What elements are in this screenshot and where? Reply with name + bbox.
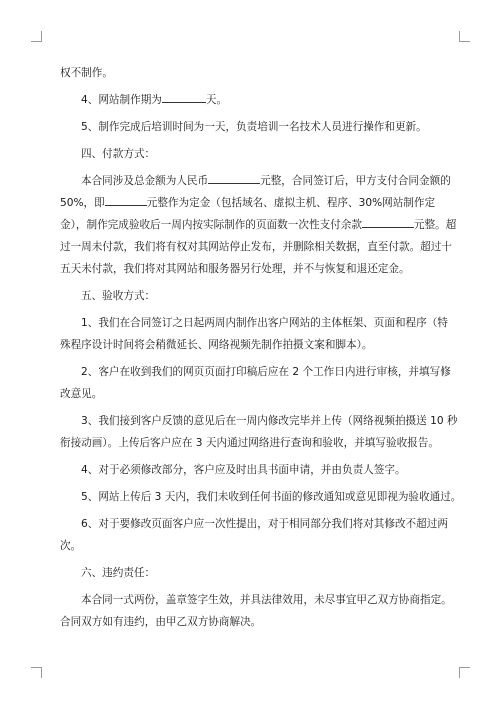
payment-text: 金），制作完成验收后一周内按实际制作的页面数一次性支付余款 — [60, 219, 362, 231]
acceptance-item-2-line-1: 2、客户在收到我们的网页页面打印稿后应在 2 个工作日内进行审核，并填写修 — [81, 366, 451, 378]
payment-line-5: 五天未付款，我们将对其网站和服务器另行处理，并不与恢复和退还定金。 — [60, 263, 410, 275]
clause-4-duration — [60, 89, 440, 111]
crop-mark-top-left — [31, 31, 42, 42]
payment-text: 50%，即 — [60, 197, 105, 209]
payment-line-4: 过一周未付款，我们将有权对其网站停止发布，并删除相关数据，直至付款。超过十 — [60, 241, 452, 253]
acceptance-item-1-line-2: 殊程序设计时间将会稍微延长、网络视频先制作拍摄文案和脚本）。 — [60, 339, 373, 351]
crop-mark-bottom-right — [459, 667, 470, 678]
document-body — [60, 62, 462, 633]
acceptance-item-1-line-1: 1、我们在合同签订之日起两周内制作出客户网站的主体框架、页面和程序（特 — [81, 317, 448, 329]
blank-days — [162, 92, 206, 103]
paragraph-continuation: 权不制作。 — [60, 67, 113, 79]
crop-mark-bottom-left — [31, 667, 42, 678]
payment-line-3 — [60, 214, 457, 236]
section-4-heading: 四、付款方式： — [81, 148, 156, 160]
payment-text: 本合同涉及总金额为人民币 — [81, 175, 209, 187]
payment-line-1 — [60, 170, 451, 192]
acceptance-item-5: 5、网站上传后 3 天内，我们未收到任何书面的修改通知或意见即视为验收通过。 — [81, 491, 462, 503]
acceptance-item-4: 4、对于必须修改部分，客户应及时出具书面申请，并由负责人签字。 — [81, 464, 406, 476]
payment-text: 元整，合同签订后，甲方支付合同金额的 — [260, 175, 451, 187]
clause-5-training: 5、制作完成后培训时间为一天，负责培训一名技术人员进行操作和更新。 — [81, 121, 427, 133]
payment-line-2 — [60, 192, 440, 214]
liability-line-1: 本合同一式两份，盖章签字生效，并具法律效用，未尽事宜甲乙双方协商指定。 — [81, 594, 452, 606]
section-6-heading: 六、违约责任： — [81, 567, 156, 579]
crop-mark-top-right — [459, 31, 470, 42]
acceptance-item-6-line-2: 次。 — [60, 540, 82, 552]
acceptance-item-3-line-2: 衔接动画）。上传后客户应在 3 天内通过网络进行查询和验收，并填写验收报告。 — [60, 437, 439, 449]
clause-4-suffix: 天。 — [205, 94, 228, 106]
blank-deposit-amount — [105, 195, 147, 206]
section-5-heading: 五、验收方式： — [81, 290, 156, 302]
acceptance-item-6-line-1: 6、对于要修改页面客户应一次性提出，对于相同部分我们将对其修改不超过两 — [81, 518, 448, 530]
blank-total-amount — [208, 173, 260, 184]
liability-line-2: 合同双方如有违约，由甲乙双方协商解决。 — [60, 616, 262, 628]
clause-4-text: 4、网站制作期为 — [81, 94, 162, 106]
payment-text: 元整。超 — [413, 219, 457, 231]
blank-balance-amount — [362, 217, 414, 228]
payment-text: 元整作为定金（包括域名、虚拟主机、程序、30%网站制作定 — [146, 197, 436, 209]
acceptance-item-2-line-2: 改意见。 — [60, 388, 103, 400]
acceptance-item-3-line-1: 3、我们接到客户反馈的意见后在一周内修改完毕并上传（网络视频拍摄送 10 秒 — [81, 415, 458, 427]
